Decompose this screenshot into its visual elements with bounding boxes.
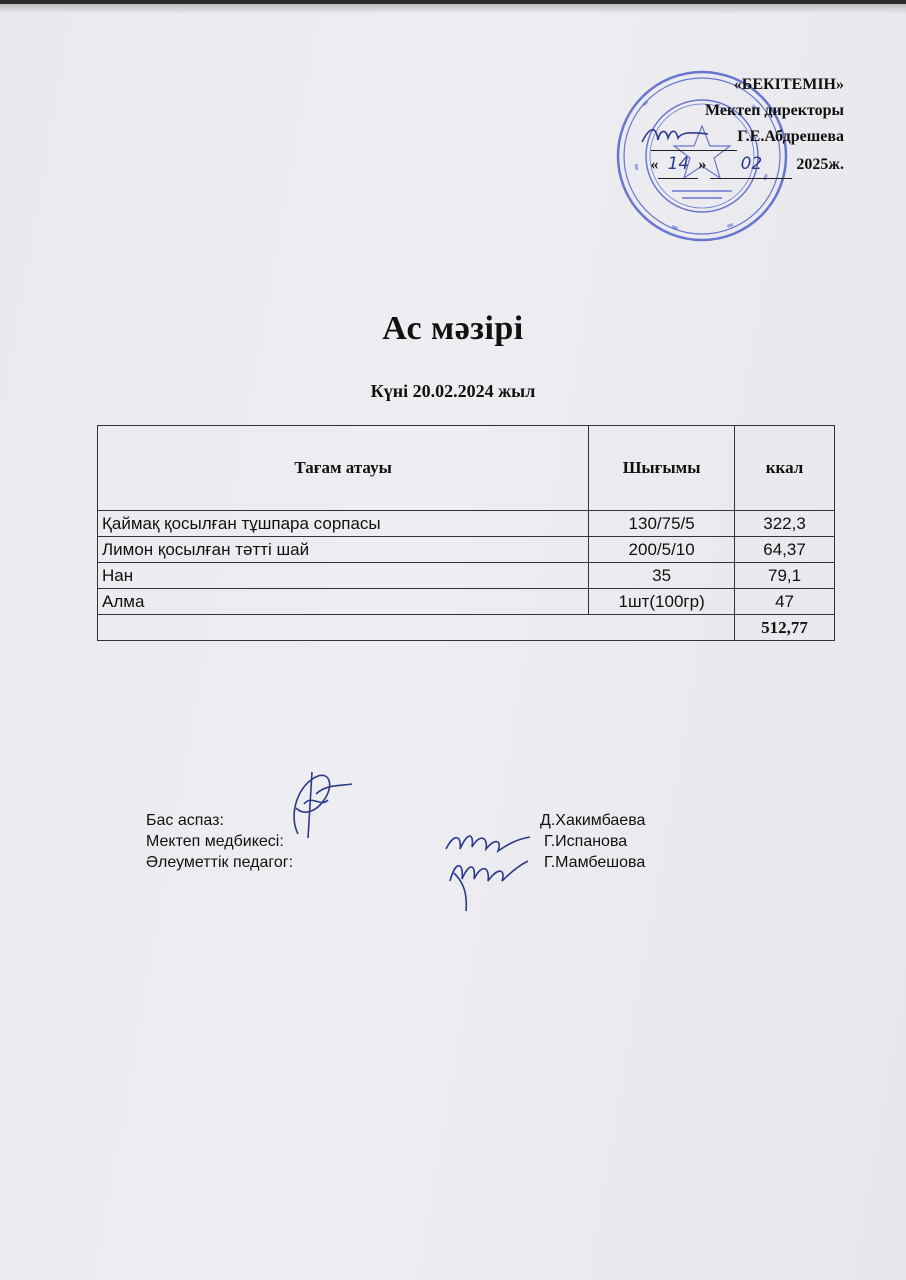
document-page — [0, 4, 906, 1280]
name-nurse: Г.Испанова — [544, 833, 628, 850]
director-signature — [640, 122, 710, 148]
signature-roles — [146, 810, 293, 873]
approval-position: Мектеп директоры — [705, 102, 844, 119]
dish-kcal: 64,37 — [735, 537, 835, 563]
header-dish-name: Тағам атауы — [98, 426, 589, 511]
header-kcal: ккал — [735, 426, 835, 511]
role-social-pedagogue: Әлеуметтік педагог: — [146, 854, 294, 871]
name-social-pedagogue: Г.Мамбешова — [544, 854, 646, 871]
dish-name: Лимон қосылған тәтті шай — [98, 537, 589, 563]
total-kcal: 512,77 — [735, 615, 835, 641]
page-edge-shadow — [0, 4, 906, 14]
approval-day: 14 — [667, 154, 690, 174]
role-chef: Бас аспаз: — [146, 812, 224, 829]
dish-yield: 1шт(100гр) — [589, 589, 735, 615]
total-blank-cell — [98, 615, 735, 641]
header-yield: Шығымы — [589, 426, 735, 511]
table-header-row — [98, 426, 835, 511]
table-row — [98, 511, 835, 537]
dish-yield: 200/5/10 — [589, 537, 735, 563]
date-line: Күні 20.02.2024 жыл — [370, 381, 536, 401]
dish-name: Нан — [98, 563, 589, 589]
dish-name: Алма — [98, 589, 589, 615]
dish-name: Қаймақ қосылған тұшпара сорпасы — [98, 511, 589, 537]
day-blank — [658, 151, 698, 179]
approval-date-row — [650, 151, 844, 179]
name-chef: Д.Хакимбаева — [540, 812, 646, 829]
dish-yield: 35 — [589, 563, 735, 589]
day-close-quote: » — [698, 156, 707, 173]
approval-name: Г.Е.Абдрешева — [737, 128, 844, 145]
signature-names — [540, 810, 645, 873]
menu-table — [97, 425, 835, 641]
dish-kcal: 47 — [735, 589, 835, 615]
nurse-signature — [440, 819, 535, 914]
total-row — [98, 615, 835, 641]
table-row — [98, 589, 835, 615]
approval-month: 02 — [740, 154, 763, 174]
month-blank — [710, 151, 792, 179]
approval-heading: «БЕКІТЕМІН» — [733, 76, 844, 93]
table-row — [98, 563, 835, 589]
day-open-quote: « — [650, 156, 659, 173]
role-nurse: Мектеп медбикесі: — [146, 833, 284, 850]
dish-kcal: 322,3 — [735, 511, 835, 537]
dish-yield: 130/75/5 — [589, 511, 735, 537]
page-title: Ас мәзірі — [382, 310, 524, 347]
approval-year: 2025ж. — [796, 156, 844, 173]
dish-kcal: 79,1 — [735, 563, 835, 589]
table-row — [98, 537, 835, 563]
